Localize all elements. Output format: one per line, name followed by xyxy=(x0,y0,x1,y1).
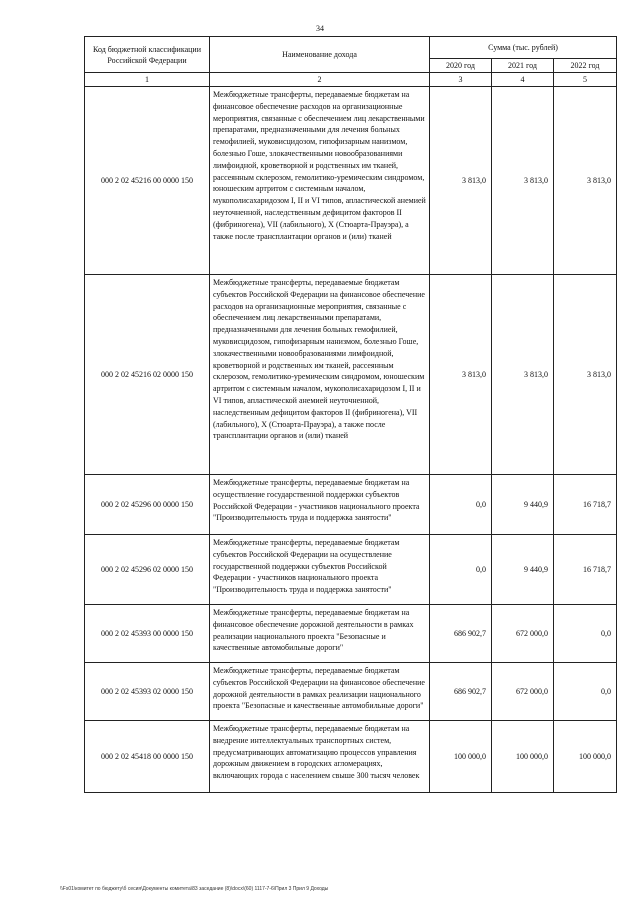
header-code: Код бюджетной классификации Российской Федерации xyxy=(85,37,210,73)
income-name: Межбюджетные трансферты, передаваемые бюджетам субъектов Российской Федерации на финансовое обеспечение расходов на организационные мероприятия, связанные с обеспечением лиц лекарственными препаратами, предназначенными для лечения больных гемофилией, муковисцидозом, гипофизарным нанизмом, болезнью Гоше, злокачественными новообразованиями лимфоидной, кроветворной и родственных им тканей, рассеянным склерозом, гемолитико-уремическим синдромом, юношеским артритом с системным началом, мукополисахаридозом I, II и VI типов, апластической анемией неуточненной, наследственным дефицитом факторов II (фибриногена), VII (лабильного), X (Стюарта-Прауэра), а также после трансплантации органов и (или) тканей xyxy=(210,275,430,475)
value-2020: 100 000,0 xyxy=(430,721,492,793)
value-2020: 3 813,0 xyxy=(430,275,492,475)
footer-file-path: \\Fs01\комитет по бюджету\б сесия\Документы комитета\83 заседание (8)\docx\(60) 1117-7-6\Прил 3 Прил 9 Доходы xyxy=(60,886,329,892)
header-name: Наименование дохода xyxy=(210,37,430,73)
value-2021: 672 000,0 xyxy=(492,663,554,721)
value-2021: 100 000,0 xyxy=(492,721,554,793)
value-2022: 16 718,7 xyxy=(554,475,617,535)
value-2020: 0,0 xyxy=(430,475,492,535)
value-2022: 0,0 xyxy=(554,605,617,663)
budget-code: 000 2 02 45418 00 0000 150 xyxy=(85,721,210,793)
income-name: Межбюджетные трансферты, передаваемые бюджетам субъектов Российской Федерации на финансовое обеспечение дорожной деятельности в рамках реализации национального проекта "Безопасные и качественные автомобильные дороги" xyxy=(210,663,430,721)
table-row xyxy=(85,535,617,605)
col-number-5: 5 xyxy=(554,73,617,87)
value-2020: 686 902,7 xyxy=(430,605,492,663)
value-2022: 16 718,7 xyxy=(554,535,617,605)
budget-code: 000 2 02 45216 02 0000 150 xyxy=(85,275,210,475)
income-name: Межбюджетные трансферты, передаваемые бюджетам на осуществление государственной поддержки субъектов Российской Федерации - участников национального проекта "Производительность труда и поддержка занятости" xyxy=(210,475,430,535)
col-number-3: 3 xyxy=(430,73,492,87)
value-2021: 672 000,0 xyxy=(492,605,554,663)
budget-table xyxy=(84,36,617,793)
value-2021: 3 813,0 xyxy=(492,87,554,275)
page-number: 34 xyxy=(316,24,324,33)
value-2020: 0,0 xyxy=(430,535,492,605)
table-row xyxy=(85,475,617,535)
income-name: Межбюджетные трансферты, передаваемые бюджетам на внедрение интеллектуальных транспортных систем, предусматривающих автоматизацию процессов управления дорожным движением в городских агломерациях, включающих города с населением свыше 300 тысяч человек xyxy=(210,721,430,793)
header-sum: Сумма (тыс. рублей) xyxy=(430,37,617,59)
header-row-1 xyxy=(85,37,617,59)
value-2020: 3 813,0 xyxy=(430,87,492,275)
header-year-2022: 2022 год xyxy=(554,59,617,73)
header-row-numbers xyxy=(85,73,617,87)
table-row xyxy=(85,721,617,793)
budget-code: 000 2 02 45296 02 0000 150 xyxy=(85,535,210,605)
income-name: Межбюджетные трансферты, передаваемые бюджетам на финансовое обеспечение расходов на организационные мероприятия, связанные с обеспечением лиц лекарственными препаратами, предназначенными для лечения больных гемофилией, муковисцидозом, гипофизарным нанизмом, болезнью Гоше, злокачественными новообразованиями лимфоидной, кроветворной и родственных им тканей, рассеянным склерозом, гемолитико-уремическим синдромом, юношеским артритом с системным началом, мукополисахаридозом I, II и VI типов, апластической анемией неуточненной, наследственным дефицитом факторов II (фибриногена), VII (лабильного), X (Стюарта-Прауэра), а также после трансплантации органов и (или) тканей xyxy=(210,87,430,275)
table-row xyxy=(85,605,617,663)
value-2022: 100 000,0 xyxy=(554,721,617,793)
budget-code: 000 2 02 45216 00 0000 150 xyxy=(85,87,210,275)
income-name: Межбюджетные трансферты, передаваемые бюджетам на финансовое обеспечение дорожной деятельности в рамках реализации национального проекта "Безопасные и качественные автомобильные дороги" xyxy=(210,605,430,663)
budget-code: 000 2 02 45393 02 0000 150 xyxy=(85,663,210,721)
col-number-2: 2 xyxy=(210,73,430,87)
value-2020: 686 902,7 xyxy=(430,663,492,721)
income-name: Межбюджетные трансферты, передаваемые бюджетам субъектов Российской Федерации на осуществление государственной поддержки субъектов Российской Федерации - участников национального проекта "Производительность труда и поддержка занятости" xyxy=(210,535,430,605)
value-2021: 9 440,9 xyxy=(492,535,554,605)
value-2021: 3 813,0 xyxy=(492,275,554,475)
header-year-2020: 2020 год xyxy=(430,59,492,73)
col-number-4: 4 xyxy=(492,73,554,87)
budget-code: 000 2 02 45393 00 0000 150 xyxy=(85,605,210,663)
value-2022: 3 813,0 xyxy=(554,87,617,275)
header-year-2021: 2021 год xyxy=(492,59,554,73)
budget-code: 000 2 02 45296 00 0000 150 xyxy=(85,475,210,535)
col-number-1: 1 xyxy=(85,73,210,87)
table-row xyxy=(85,87,617,275)
value-2022: 3 813,0 xyxy=(554,275,617,475)
value-2021: 9 440,9 xyxy=(492,475,554,535)
table-row xyxy=(85,663,617,721)
value-2022: 0,0 xyxy=(554,663,617,721)
table-row xyxy=(85,275,617,475)
